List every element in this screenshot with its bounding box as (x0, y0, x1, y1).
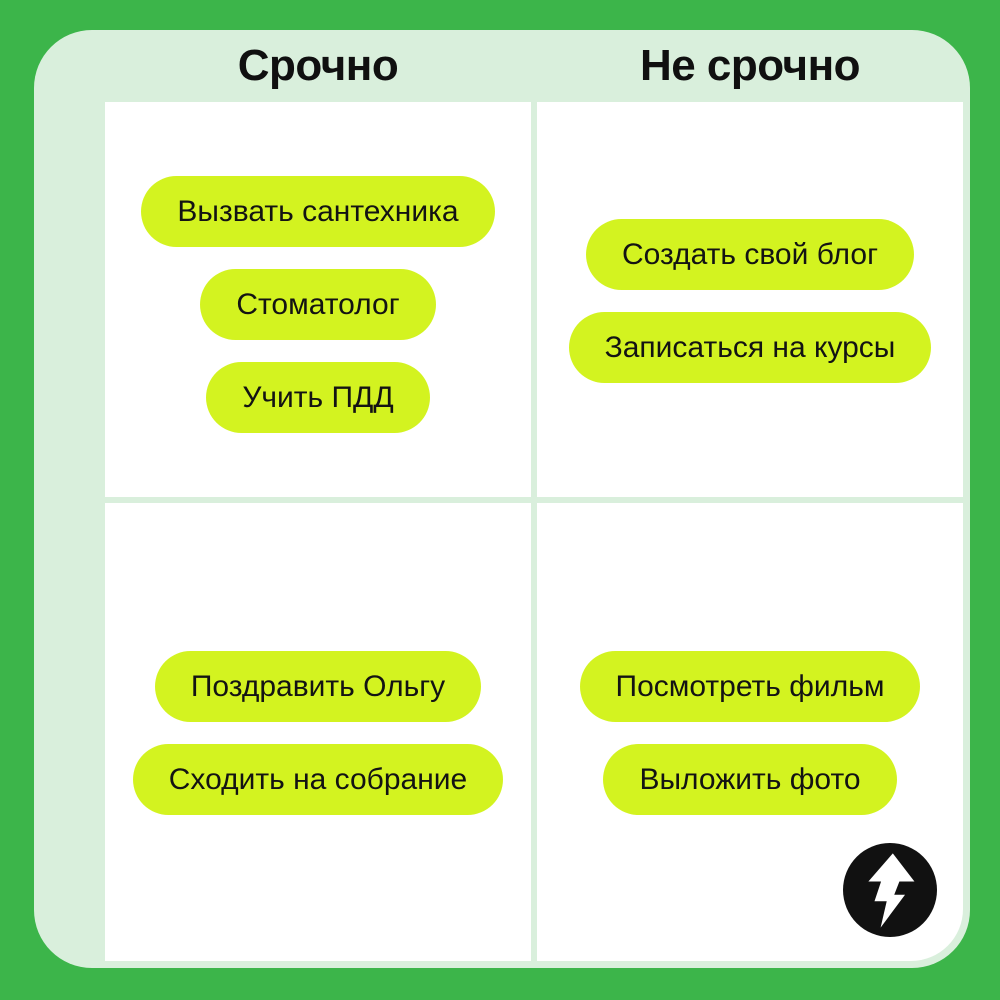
column-header-not-urgent: Не срочно (639, 41, 861, 90)
task-pill: Посмотреть фильм (580, 651, 921, 722)
task-pill: Стоматолог (200, 269, 435, 340)
row-headers (34, 102, 105, 961)
column-headers (105, 30, 963, 102)
task-pill: Выложить фото (603, 744, 896, 815)
task-pill: Учить ПДД (206, 362, 429, 433)
task-pill: Сходить на собрание (133, 744, 504, 815)
column-header-urgent: Срочно (237, 41, 399, 90)
quadrant-not-important-urgent (105, 503, 531, 961)
lightning-arrow-icon (843, 843, 937, 937)
quadrant-important-not-urgent (537, 102, 963, 497)
quadrant-grid (105, 102, 963, 961)
task-pill: Записаться на курсы (569, 312, 932, 383)
task-pill: Вызвать сантехника (141, 176, 494, 247)
quadrant-not-important-not-urgent (537, 503, 963, 961)
task-pill: Поздравить Ольгу (155, 651, 481, 722)
task-pill: Создать свой блог (586, 219, 914, 290)
quadrant-important-urgent (105, 102, 531, 497)
matrix-panel (34, 30, 970, 968)
